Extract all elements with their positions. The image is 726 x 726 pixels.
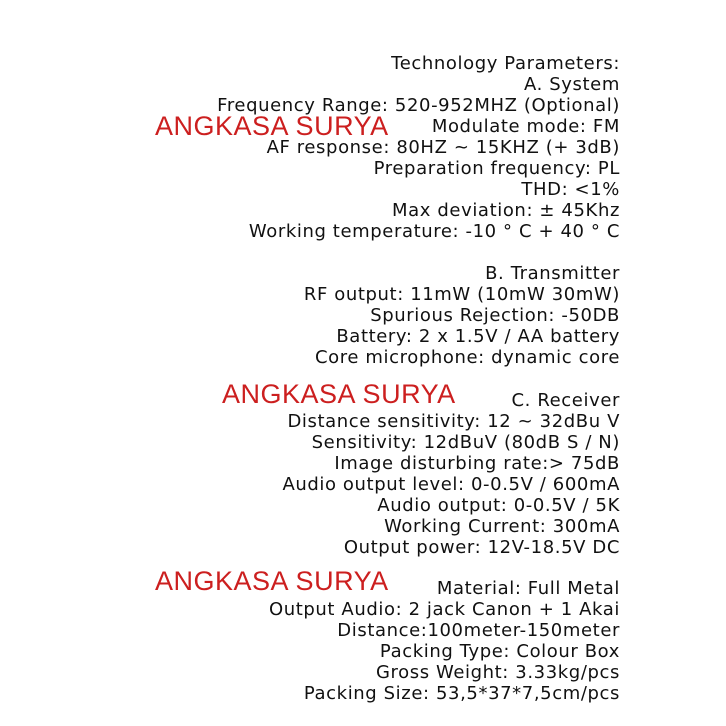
section-system-title: A. System [524, 74, 620, 95]
spec-line: Preparation frequency: PL [373, 158, 620, 179]
spec-line: Distance:100meter-150meter [337, 620, 620, 641]
spec-line: Audio output: 0-0.5V / 5K [377, 495, 620, 516]
spec-line: Output power: 12V-18.5V DC [343, 537, 620, 558]
spec-line: Max deviation: ± 45Khz [392, 200, 620, 221]
watermark-text: ANGKASA SURYA [155, 111, 389, 141]
spec-line: Sensitivity: 12dBuV (80dB S / N) [311, 432, 620, 453]
spec-line: Modulate mode: FM [431, 116, 620, 137]
spec-line: Packing Type: Colour Box [379, 641, 620, 662]
spec-line: Gross Weight: 3.33kg/pcs [375, 662, 620, 683]
spec-line: Distance sensitivity: 12 ~ 32dBu V [287, 411, 620, 432]
spec-line: THD: <1% [521, 179, 620, 200]
section-transmitter-title: B. Transmitter [485, 263, 620, 284]
spec-line: Audio output level: 0-0.5V / 600mA [282, 474, 620, 495]
spec-line: Output Audio: 2 jack Canon + 1 Akai [268, 599, 620, 620]
spec-line: Working temperature: -10 ° C + 40 ° C [248, 221, 620, 242]
spec-line: Frequency Range: 520-952MHZ (Optional) [217, 95, 620, 116]
spec-line: Material: Full Metal [436, 578, 620, 599]
spec-line: Spurious Rejection: -50DB [370, 305, 620, 326]
spec-heading: Technology Parameters: [391, 53, 620, 74]
watermark-text: ANGKASA SURYA [222, 379, 456, 409]
watermark-text: ANGKASA SURYA [155, 566, 389, 596]
spec-line: RF output: 11mW (10mW 30mW) [303, 284, 620, 305]
spec-line: Core microphone: dynamic core [314, 347, 620, 368]
section-receiver-title: C. Receiver [511, 390, 620, 411]
spec-line: AF response: 80HZ ~ 15KHZ (+ 3dB) [266, 137, 620, 158]
spec-line: Battery: 2 x 1.5V / AA battery [336, 326, 620, 347]
spec-line: Working Current: 300mA [384, 516, 620, 537]
spec-line: Packing Size: 53,5*37*7,5cm/pcs [303, 683, 620, 704]
spec-line: Image disturbing rate:> 75dB [334, 453, 620, 474]
